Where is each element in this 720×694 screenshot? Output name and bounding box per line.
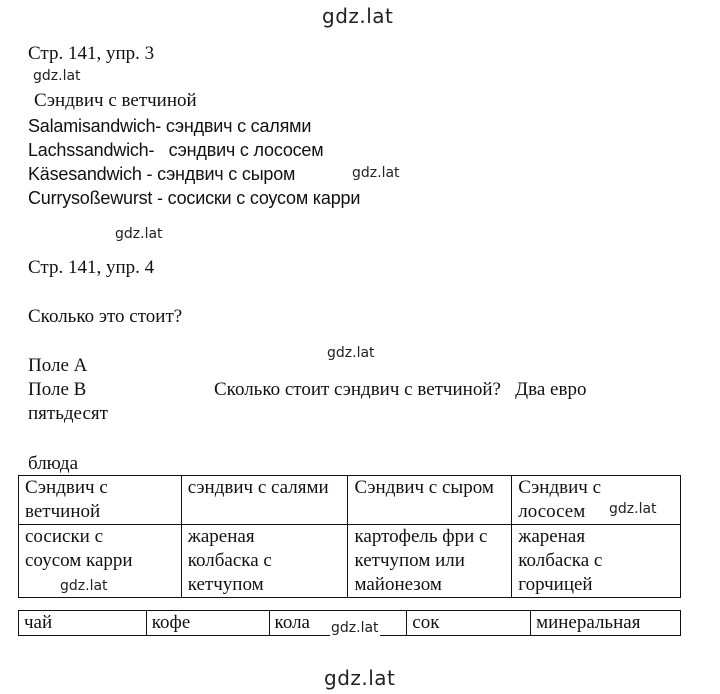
watermark-4: gdz.lat [327,345,375,361]
table-cell: кола [269,611,407,636]
watermark-7: gdz.lat [331,620,379,636]
table-cell: Сэндвич с лососем [512,476,681,525]
table-cell: минеральная [531,611,681,636]
exercise-4-heading: Стр. 141, упр. 4 [28,257,155,278]
watermark-top: gdz.lat [322,4,394,28]
watermark-3: gdz.lat [115,226,163,242]
field-a-label: Поле А [28,355,88,376]
watermark-5: gdz.lat [609,501,657,517]
table-cell: картофель фри с кетчупом или майонезом [348,525,512,598]
table-cell: сок [407,611,531,636]
vocab-line-5: Currysoßewurst - сосиски с соусом карри [28,188,361,208]
field-b-label: Поле В [28,379,87,400]
vocab-line-2: Salamisandwich- сэндвич с салями [28,116,312,136]
table-row [19,525,681,598]
field-b-dialogue: Сколько стоит сэндвич с ветчиной? Два евро [214,379,587,400]
question-text: Сколько это стоит? [28,306,183,327]
table-cell: кофе [146,611,269,636]
vocab-line-1: Сэндвич с ветчиной [34,90,197,111]
dishes-table-title: блюда [28,453,79,474]
watermark-2: gdz.lat [352,165,400,181]
dialogue-continuation: пятьдесят [28,403,108,424]
table-cell: жареная колбаска с кетчупом [181,525,348,598]
table-cell: сосиски с соусом карри [19,525,182,598]
watermark-1: gdz.lat [33,68,81,84]
vocab-line-4: Käsesandwich - сэндвич с сыром [28,164,296,184]
watermark-bottom: gdz.lat [324,666,396,690]
exercise-3-heading: Стр. 141, упр. 3 [28,43,155,64]
vocab-line-3: Lachssandwich- сэндвич с лососем [28,140,324,160]
table-cell: сэндвич с салями [181,476,348,525]
dishes-table [18,475,681,598]
watermark-6: gdz.lat [60,578,108,594]
table-cell: жареная колбаска с горчицей [512,525,681,598]
table-cell: Сэндвич с сыром [348,476,512,525]
table-cell: чай [19,611,147,636]
table-row [19,476,681,525]
table-cell: Сэндвич с ветчиной [19,476,182,525]
